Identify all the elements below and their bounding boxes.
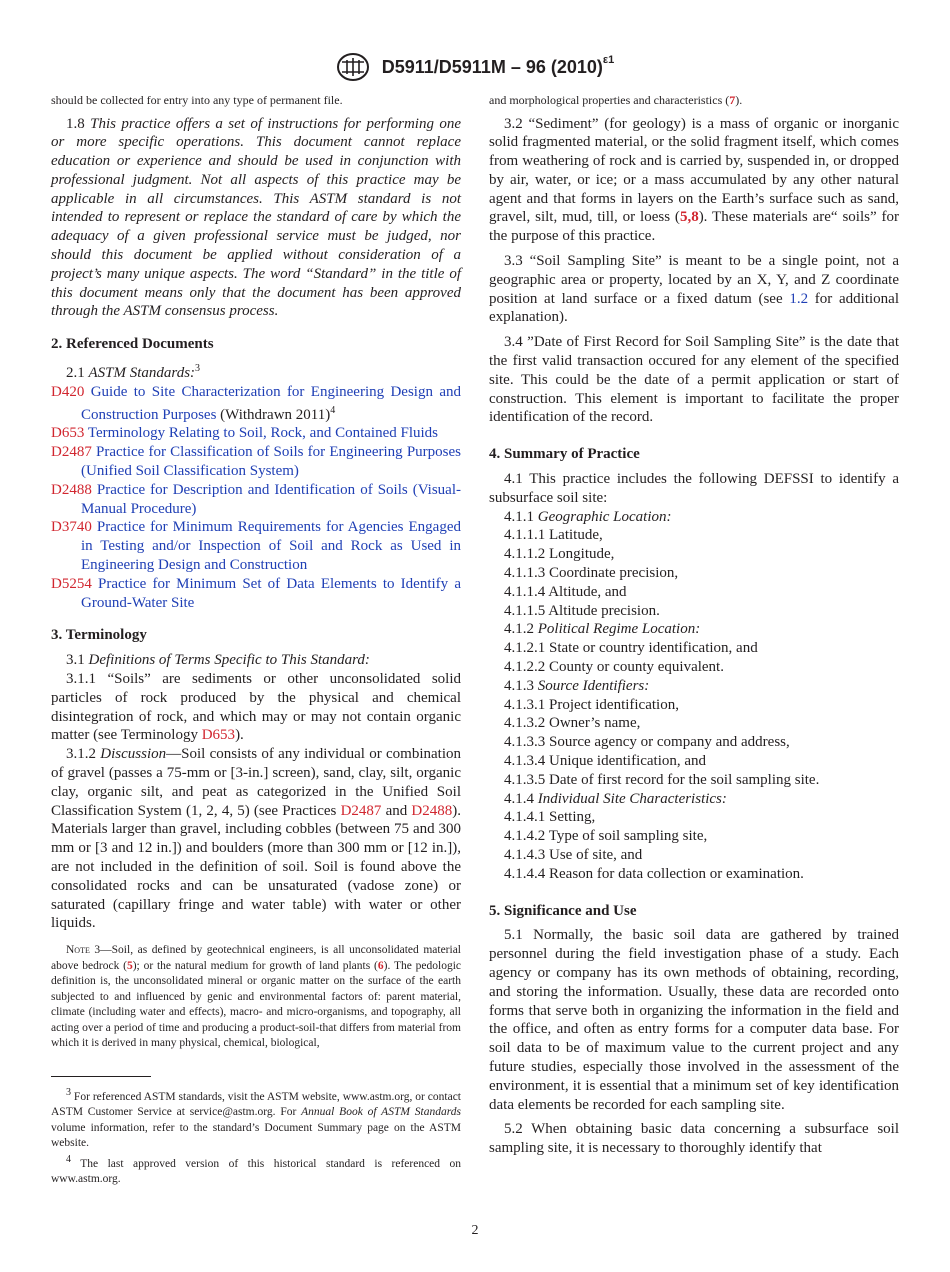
list-item-number: 4.1.2.1: [504, 640, 546, 657]
list-item-number: 4.1.4.1: [504, 809, 546, 826]
list-item: [489, 620, 899, 639]
list-item-number: 4.1.3.2: [504, 715, 546, 732]
document-designation: D5911/D5911M – 96 $(2010)^{\varepsilon 1}$: [381, 53, 615, 77]
list-item: [489, 545, 899, 564]
list-item-number: 4.1.3: [504, 677, 534, 694]
page-number: 2: [471, 1223, 479, 1238]
reference-withdrawn-note: (Withdrawn 2011): [216, 406, 331, 423]
list-item-text: County or county equivalent.: [549, 659, 724, 676]
list-item: [489, 526, 899, 545]
ref-link-d2487[interactable]: D2487: [340, 802, 382, 819]
reference-title[interactable]: Practice for Classification of Soils for Engineering Purposes (Unified Soil Classification System): [81, 444, 461, 480]
footnote-4: $^4$ The last approved version of this historical standard is referenced on www.astm.org.: [51, 1153, 461, 1185]
list-item: [489, 564, 899, 583]
reference-title[interactable]: Guide to Site Characterization for Engineering Design and Construction Purposes: [81, 383, 461, 423]
section-5-heading: 5. Significance and Use: [489, 902, 637, 919]
ref-link-d653[interactable]: D653: [201, 727, 236, 744]
footnote-marker: 4: [330, 404, 336, 416]
list-item-text: Source Identifiers:: [537, 677, 650, 694]
list-item: [489, 752, 899, 771]
carry-over-line: should be collected for entry into any type of permanent file.: [51, 93, 343, 107]
list-item: [489, 714, 899, 733]
list-item-text: Type of soil sampling site,: [548, 828, 708, 845]
list-item-number: 4.1.3.1: [504, 696, 546, 713]
ref-link-5-8[interactable]: 5,8: [679, 209, 699, 226]
footnote-divider: [51, 1076, 151, 1077]
carry-over-line-right: and morphological properties and characteristics (7).: [489, 93, 743, 107]
reference-title[interactable]: Practice for Minimum Requirements for Agencies Engaged in Testing and/or Inspection of Soil and Rock as Used in Engineering Design and Construction: [81, 519, 461, 574]
list-item-text: Political Regime Location:: [537, 621, 701, 638]
list-item: [489, 639, 899, 658]
list-item-text: Owner’s name,: [549, 715, 641, 732]
list-item-text: Altitude, and: [548, 583, 627, 600]
list-item: [489, 827, 899, 846]
list-item: [489, 865, 899, 884]
list-item-text: Individual Site Characteristics:: [537, 790, 727, 807]
section-3-1: 3.1 Definitions of Terms Specific to This Standard:: [66, 652, 370, 669]
list-item-number: 4.1.4.4: [504, 865, 546, 882]
list-item: [489, 846, 899, 865]
list-item-text: Use of site, and: [549, 846, 643, 863]
list-item: [489, 677, 899, 696]
list-item-text: Project identification,: [549, 696, 679, 713]
reference-item: [51, 443, 461, 481]
list-item-text: Coordinate precision,: [549, 565, 679, 582]
list-item-number: 4.1.1: [504, 508, 534, 525]
reference-item: [51, 481, 461, 519]
section-3-1-2: 3.1.2 Discussion—Soil consists of any individual or combination of gravel (passes a 75-mm or [3-in.] screen), sand, clay, silt, organic clay, organic silt, and peat as categorized in the Unified Soil Classification System (1, 2, 4, 5) (see Practices D2487 and D2488). Materials larger than gravel, including cobbles (between 75 and 300 mm or [3 and 12 in.]) and boulders (more than 300 mm or [12 in.]), are not included in the definition of soil. Soil is found above the consolidated rocks and can be unsaturated (vadose zone) or saturated (capillary fringe and water table) with water or other liquids.: [51, 746, 461, 932]
list-item: [489, 658, 899, 677]
ref-link-6[interactable]: 6: [377, 959, 384, 972]
referenced-documents-list: [51, 383, 461, 613]
section-3-4: 3.4 ”Date of First Record for Soil Sampling Site” is the date that the first valid transaction occured for any element of the specified site. This could be the date of a permit application or start of construction. This element is important to facilitate the proper identification of the record.: [489, 334, 899, 426]
list-item: [489, 808, 899, 827]
list-item-number: 4.1.4.3: [504, 846, 546, 863]
list-item-text: Reason for data collection or examination.: [549, 865, 804, 882]
list-item: [489, 733, 899, 752]
epsilon-superscript: ε1: [602, 53, 615, 66]
list-item-number: 4.1.1.2: [504, 546, 546, 563]
section-3-heading: 3. Terminology: [51, 627, 147, 644]
list-item-text: Setting,: [549, 809, 596, 826]
list-item: [489, 696, 899, 715]
list-item-number: 4.1.2: [504, 621, 534, 638]
reference-title[interactable]: Terminology Relating to Soil, Rock, and Contained Fluids: [84, 425, 439, 442]
section-4-1: 4.1 This practice includes the following DEFSSI to identify a subsurface soil site:: [489, 471, 899, 506]
list-item-text: Altitude precision.: [548, 602, 660, 619]
list-item: [489, 508, 899, 527]
section-1-8: 1.8 This practice offers a set of instructions for performing one or more specific operations. This document cannot replace education or experience and should be used in conjunction with professional judgment. Not all aspects of this practice may be applicable in all circumstances. This ASTM standard is not intended to represent or replace the standard of care by which the adequacy of a given professional service must be judged, nor should this document be applied without consideration of a project’s many unique aspects. The word “Standard” in the title of this document means only that the document has been approved through the ASTM consensus process.: [51, 115, 461, 320]
right-column: [489, 93, 899, 1158]
list-item-text: Unique identification, and: [549, 753, 707, 769]
reference-title[interactable]: Practice for Description and Identification of Soils (Visual-Manual Procedure): [81, 481, 461, 517]
list-item-number: 4.1.1.1: [504, 527, 546, 544]
ref-link-1-2[interactable]: 1.2: [789, 290, 809, 307]
footnote-3: $^3$ For referenced ASTM standards, visit the ASTM website, www.astm.org, or contact ASTM Customer Service at service@astm.org. For Annual Book of ASTM Standards volume information, refer to the standard’s Document Summary page on the ASTM website.: [51, 1086, 461, 1149]
reference-code-link[interactable]: D2487: [51, 444, 92, 461]
reference-item: [51, 424, 461, 443]
list-item: [489, 602, 899, 621]
section-5-1: 5.1 Normally, the basic soil data are gathered by trained personnel during the field investigation phase of a study. Each agency or company has its own methods of obtaining, recording, and storing the information. Usually, these data are recorded onto forms that serve both in organizing the information in the field and the office, and often as entry forms for a computer data base. For soil data to be of maximum value to the current project and any future studies, especially those involved in the assessment of the environment, it is essential that a minimum set of key identification data elements be recorded for each sampling site.: [489, 927, 899, 1113]
list-item-text: State or country identification, and: [549, 640, 758, 657]
list-item: [489, 583, 899, 602]
section-3-1-1: 3.1.1 “Soils” are sediments or other unconsolidated solid particles of rock produced by the physical and chemical disintegration of rock, and which may or may not contain organic matter (see Terminology D653).: [51, 671, 461, 744]
reference-title[interactable]: Practice for Minimum Set of Data Elements to Identify a Ground-Water Site: [81, 575, 461, 611]
list-item-number: 4.1.2.2: [504, 659, 546, 676]
list-item-number: 4.1.1.4: [504, 583, 546, 600]
reference-code-link[interactable]: D420: [51, 383, 85, 400]
reference-item: [51, 383, 461, 425]
list-item-text: Source agency or company and address,: [549, 734, 790, 751]
left-column: [51, 93, 461, 1187]
reference-code-link[interactable]: D3740: [51, 519, 92, 536]
page-header: [0, 52, 950, 82]
section-2-heading: 2. Referenced Documents: [51, 336, 214, 353]
astm-logo-icon: [336, 52, 370, 82]
defssi-list: [489, 508, 899, 884]
reference-code-link[interactable]: D2488: [51, 481, 92, 498]
list-item-number: 4.1.1.3: [504, 565, 546, 582]
list-item-number: 4.1.3.3: [504, 734, 546, 751]
list-item: [489, 790, 899, 809]
section-3-3: 3.3 “Soil Sampling Site” is meant to be a single point, not a geographic area or property, located by an X, Y, and Z coordinate position at land surface or a fixed datum (see 1.2 for additional explanation).: [489, 253, 899, 326]
list-item-number: 4.1.4.2: [504, 828, 546, 845]
list-item-number: 4.1.3.4: [504, 753, 546, 769]
list-item: [489, 771, 899, 790]
section-4-heading: 4. Summary of Practice: [489, 446, 640, 463]
section-5-2: 5.2 When obtaining basic data concerning a subsurface soil sampling site, it is necessary to thoroughly identify that: [489, 1121, 899, 1157]
reference-item: [51, 575, 461, 613]
list-item-number: 4.1.3.5: [504, 771, 546, 788]
list-item-number: 4.1.4: [504, 790, 534, 807]
list-item-text: Latitude,: [549, 527, 603, 544]
ref-link-7[interactable]: 7: [729, 93, 736, 107]
section-2-1: 2.1 ASTM Standards:$^3$: [66, 363, 201, 382]
list-item-text: Date of first record for the soil sampling site.: [549, 771, 820, 788]
reference-code-link[interactable]: D5254: [51, 575, 92, 592]
ref-link-d2488[interactable]: D2488: [411, 802, 453, 819]
reference-item: [51, 518, 461, 574]
note-3: Note 3—Soil, as defined by geotechnical engineers, is all unconsolidated material above bedrock (5); or the natural medium for growth of land plants (6). The pedologic definition is, the unconsolidated mineral or organic matter on the surface of the earth subjected to and influenced by genic and environmental factors of: parent material, climate (including water and effects), macro- and micro-organisms, and topography, all acting over a period of time and producing a product-soil-that differs from material from which it is derived in many physical, chemical, biological,: [51, 944, 462, 1050]
ref-link-5[interactable]: 5: [126, 959, 133, 972]
list-item-number: 4.1.1.5: [504, 602, 546, 619]
section-3-2: 3.2 “Sediment” (for geology) is a mass of organic or inorganic solid fragmented material, or the solid fragment itself, which comes from weathering of rock and is carried by, suspended in, or dropped by air, water, or ice; or a mass accumulated by any other natural agent and that forms in layers on the Earth’s surface such as sand, gravel, silt, mud, till, or loess (5,8). These materials are“ soils” for the purpose of this practice.: [489, 115, 899, 245]
reference-code-link[interactable]: D653: [51, 425, 85, 442]
list-item-text: Longitude,: [549, 546, 615, 563]
list-item-text: Geographic Location:: [537, 508, 672, 525]
